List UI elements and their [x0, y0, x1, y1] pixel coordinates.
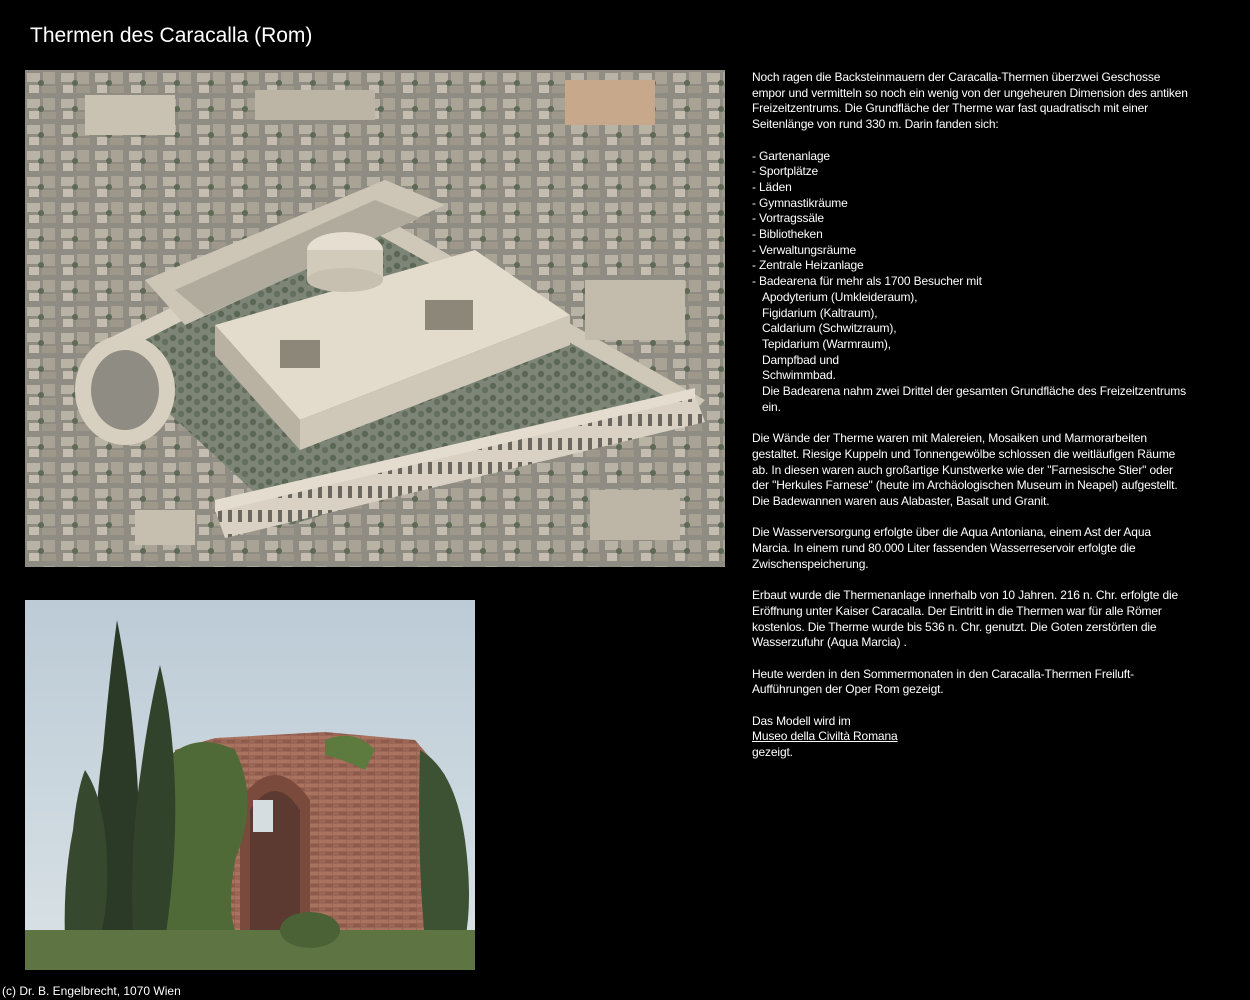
baths-ruin-photo	[25, 600, 475, 970]
decoration-paragraph: Die Wände der Therme waren mit Malereien, Mosaiken und Marmorarbeiten gestaltet. Riesige Kuppeln und Tonnengewölbe schlossen die weitläufigen Räume ab. In diesen waren auch großartige Kunstwerke wie der "Farnesische Stier" oder der "Herkules Farnese" (heute im Archäologischen Museum in Neapel) aufgestellt. Die Badewannen waren aus Alabaster, Basalt und Granit.	[752, 431, 1178, 508]
bath-room-item: Schwimmbad.	[762, 368, 836, 383]
facility-list	[752, 149, 1192, 416]
history-paragraph: Erbaut wurde die Thermenanlage innerhalb von 10 Jahren. 216 n. Chr. erfolgte die Eröffnung unter Kaiser Caracalla. Der Eintritt in die Thermen war für alle Römer kostenlos. Die Therme wurde bis 536 n. Chr. genutzt. Die Goten zerstörten die Wasserzufuhr (Aqua Marcia) .	[752, 588, 1179, 650]
museum-link[interactable]: Museo della Civiltà Romana	[752, 729, 898, 744]
facility-item	[752, 274, 1192, 415]
model-location-suffix: gezeigt.	[752, 745, 793, 760]
facility-item: - Gymnastikräume	[752, 195, 848, 210]
bath-room-item: Caldarium (Schwitzraum),	[762, 321, 897, 336]
facility-item: - Gartenanlage	[752, 148, 830, 163]
intro-paragraph: Noch ragen die Backsteinmauern der Caracalla-Thermen überzwei Geschosse empor und vermitteln so noch ein wenig von der ungeheuren Dimension des antiken Freizeitzentrums. Die Grundfläche der Therme war fast quadratisch mit einer Seitenlänge von rund 330 m. Darin fanden sich:	[752, 70, 1188, 132]
today-paragraph: Heute werden in den Sommermonaten in den Caracalla-Thermen Freiluft-Aufführungen der Oper Rom gezeigt.	[752, 666, 1134, 697]
facility-item-label: - Badearena für mehr als 1700 Besucher mit	[752, 274, 982, 289]
facility-item: - Bibliotheken	[752, 227, 823, 242]
facility-item: - Sportplätze	[752, 164, 819, 179]
model-location-prefix: Das Modell wird im	[752, 713, 851, 728]
bath-room-item: Dampfbad und	[762, 352, 839, 367]
bath-room-list	[752, 290, 1192, 416]
bath-room-item: Die Badearena nahm zwei Drittel der gesamten Grundfläche des Freizeitzentrums ein.	[762, 384, 1186, 414]
model-location	[752, 714, 1192, 761]
facility-item: - Läden	[752, 179, 792, 194]
bath-room-item: Apodyterium (Umkleideraum),	[762, 289, 918, 304]
facility-item: - Zentrale Heizanlage	[752, 258, 864, 273]
page-title: Thermen des Caracalla (Rom)	[30, 24, 313, 47]
baths-model-photo	[25, 70, 725, 567]
bath-room-item: Figidarium (Kaltraum),	[762, 305, 878, 320]
facility-item: - Vortragssäle	[752, 211, 824, 226]
description-column	[752, 70, 1192, 761]
copyright-notice: (c) Dr. B. Engelbrecht, 1070 Wien	[2, 984, 181, 998]
water-paragraph: Die Wasserversorgung erfolgte über die Aqua Antoniana, einem Ast der Aqua Marcia. In einem rund 80.000 Liter fassenden Wasserreservoir erfolgte die Zwischenspeicherung.	[752, 525, 1151, 571]
bath-room-item: Tepidarium (Warmraum),	[762, 336, 891, 351]
facility-item: - Verwaltungsräume	[752, 242, 857, 257]
